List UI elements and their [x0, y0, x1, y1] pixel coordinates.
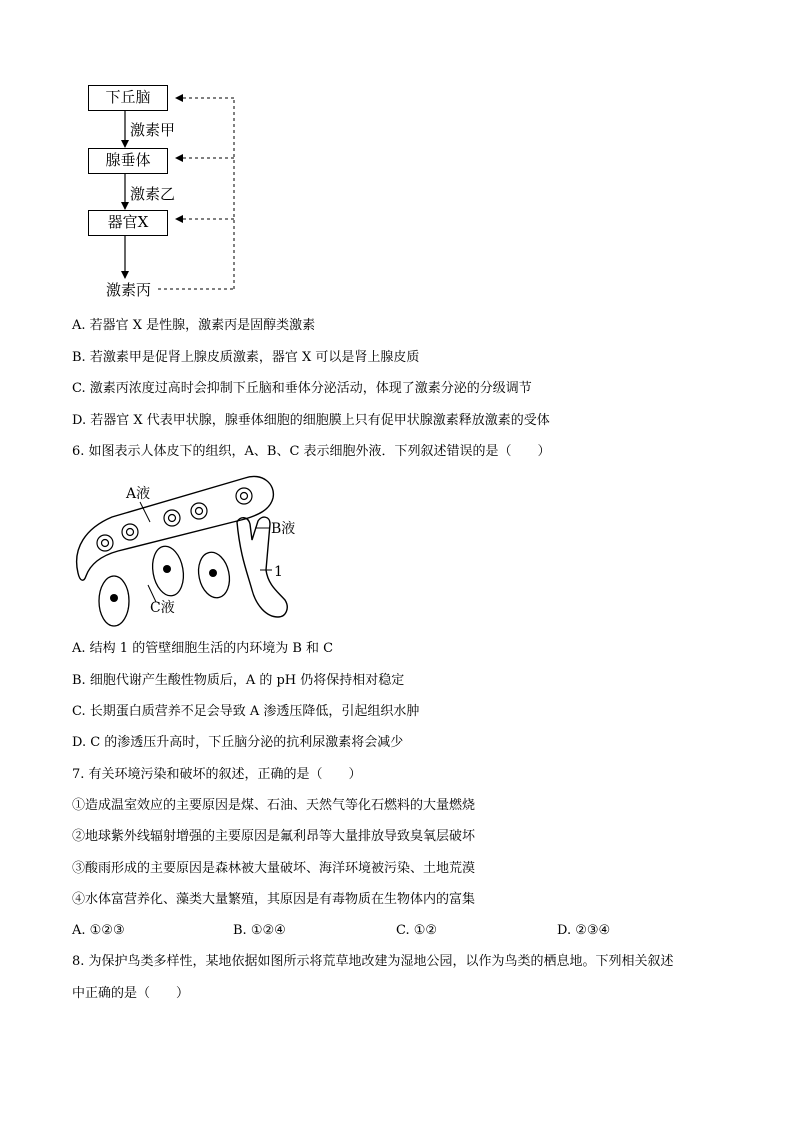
q7-statement-4: ④水体富营养化、藻类大量繁殖，其原因是有毒物质在生物体内的富集 — [72, 892, 476, 907]
leader-a — [140, 502, 150, 522]
q8-stem-line2: 中正确的是（ ） — [72, 986, 190, 1001]
q5-option-d: D. 若器官 X 代表甲状腺，腺垂体细胞的细胞膜上只有促甲状腺激素释放激素的受体 — [72, 413, 550, 428]
q6-option-c: C. 长期蛋白质营养不足会导致 A 渗透压降低，引起组织水肿 — [72, 704, 420, 719]
box-hypothalamus: 下丘脑 — [88, 85, 168, 111]
label-structure-1: 1 — [274, 564, 283, 580]
label-fluid-a: A液 — [126, 486, 151, 502]
q5-option-b: B. 若激素甲是促肾上腺皮质激素，器官 X 可以是肾上腺皮质 — [72, 350, 420, 365]
q6-option-d: D. C 的渗透压升高时，下丘脑分泌的抗利尿激素将会减少 — [72, 735, 404, 750]
q7-choice-d: D. ②③④ — [557, 923, 611, 938]
q8-stem-line1: 8. 为保护鸟类多样性，某地依据如图所示将荒草地改建为湿地公园，以作为鸟类的栖息地。下列相关叙述 — [72, 954, 674, 969]
q7-choice-c: C. ①② — [396, 923, 438, 938]
label-fluid-b: B液 — [271, 521, 296, 537]
label-hormone-b: 激素乙 — [130, 185, 176, 203]
q6-option-a: A. 结构 1 的管壁细胞生活的内环境为 B 和 C — [72, 641, 334, 656]
label-hormone-a: 激素甲 — [130, 121, 176, 139]
q6-stem: 6. 如图表示人体皮下的组织，A、B、C 表示细胞外液．下列叙述错误的是（ ） — [72, 444, 551, 459]
q7-statement-3: ③酸雨形成的主要原因是森林被大量破坏、海洋环境被污染、土地荒漠 — [72, 861, 476, 876]
q7-statement-1: ①造成温室效应的主要原因是煤、石油、天然气等化石燃料的大量燃烧 — [72, 798, 476, 813]
blood-cells — [97, 488, 252, 551]
q5-option-c: C. 激素丙浓度过高时会抑制下丘脑和垂体分泌活动，体现了激素分泌的分级调节 — [72, 381, 532, 396]
q7-choice-a: A. ①②③ — [72, 923, 125, 938]
q6-option-b: B. 细胞代谢产生酸性物质后，A 的 pH 仍将保持相对稳定 — [72, 673, 405, 688]
q7-choice-b: B. ①②④ — [233, 923, 286, 938]
q7-statement-2: ②地球紫外线辐射增强的主要原因是氟利昂等大量排放导致臭氧层破坏 — [72, 829, 476, 844]
q7-stem: 7. 有关环境污染和破坏的叙述，正确的是（ ） — [72, 767, 362, 782]
q5-option-a: A. 若器官 X 是性腺，激素丙是固醇类激素 — [72, 318, 316, 333]
box-pituitary: 腺垂体 — [88, 148, 168, 174]
label-hormone-c: 激素丙 — [106, 281, 152, 299]
label-fluid-c: C液 — [150, 600, 175, 616]
box-organ-x: 器官X — [88, 210, 168, 236]
